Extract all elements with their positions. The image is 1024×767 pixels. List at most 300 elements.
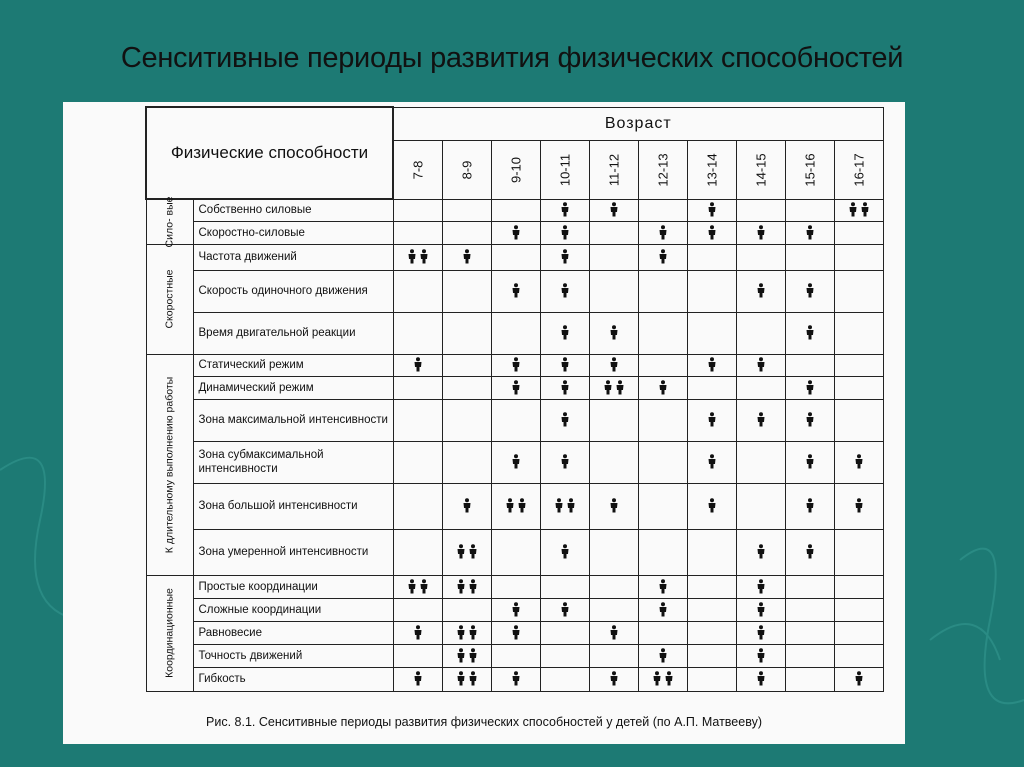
age-mark-cell [442,644,491,667]
person-icon [413,625,423,640]
age-mark-cell [589,354,638,376]
person-icon [609,625,619,640]
age-mark-cell [736,376,785,399]
age-header-cell [687,140,736,199]
person-icon [560,544,570,559]
person-icon [505,498,515,513]
ability-label: Зона максимальной интенсивности [193,399,393,441]
person-icon [805,225,815,240]
person-icon [854,671,864,686]
age-mark-cell [834,621,883,644]
age-mark-cell [540,244,589,270]
age-label: 11-12 [606,153,621,186]
age-mark-cell [589,621,638,644]
person-icon [456,625,466,640]
age-mark-cell [589,221,638,244]
age-mark-cell [785,199,834,221]
person-icon [419,579,429,594]
table-row [146,575,883,598]
age-mark-cell [589,667,638,691]
person-icon [456,544,466,559]
age-mark-cell [687,529,736,575]
age-mark-cell [638,529,687,575]
ability-label: Скорость одиночного движения [193,270,393,312]
age-mark-cell [491,644,540,667]
age-label: 14-15 [753,152,768,187]
person-icon [511,357,521,372]
age-mark-cell [736,621,785,644]
table-row [146,598,883,621]
age-mark-cell [491,221,540,244]
age-mark-cell [540,667,589,691]
age-mark-cell [687,199,736,221]
age-header-cell [491,140,540,199]
age-mark-cell [589,575,638,598]
age-mark-cell [589,483,638,529]
age-mark-cell [638,575,687,598]
person-icon [707,202,717,217]
person-icon [658,249,668,264]
age-mark-cell [491,399,540,441]
age-mark-cell [491,598,540,621]
ability-label: Динамический режим [193,376,393,399]
person-icon [658,225,668,240]
table-row [146,529,883,575]
age-mark-cell [785,221,834,244]
age-mark-cell [785,667,834,691]
age-mark-cell [393,376,442,399]
age-mark-cell [491,441,540,483]
age-header-cell [785,140,834,199]
age-mark-cell [834,244,883,270]
age-mark-cell [834,354,883,376]
age-mark-cell [393,621,442,644]
age-mark-cell [589,598,638,621]
table-row [146,244,883,270]
age-label: 10-11 [557,153,572,186]
table-row [146,270,883,312]
person-icon [560,225,570,240]
age-mark-cell [589,244,638,270]
group-label-cell [146,244,193,354]
age-mark-cell [491,483,540,529]
age-mark-cell [785,312,834,354]
ability-label: Точность движений [193,644,393,667]
table-row [146,621,883,644]
person-icon [664,671,674,686]
person-icon [560,602,570,617]
age-mark-cell [589,399,638,441]
table-row [146,354,883,376]
age-mark-cell [834,221,883,244]
age-mark-cell [736,354,785,376]
age-mark-cell [491,575,540,598]
person-icon [805,325,815,340]
age-mark-cell [638,199,687,221]
age-mark-cell [540,312,589,354]
age-mark-cell [442,270,491,312]
person-icon [805,380,815,395]
person-icon [805,454,815,469]
age-mark-cell [736,667,785,691]
person-icon [609,325,619,340]
person-icon [560,454,570,469]
age-mark-cell [687,667,736,691]
age-mark-cell [785,598,834,621]
ability-label: Частота движений [193,244,393,270]
person-icon [854,498,864,513]
age-mark-cell [589,376,638,399]
group-label: Скоростные [163,269,175,329]
age-mark-cell [393,529,442,575]
person-icon [468,544,478,559]
age-mark-cell [834,529,883,575]
age-mark-cell [540,529,589,575]
age-mark-cell [638,399,687,441]
age-mark-cell [687,354,736,376]
age-mark-cell [491,199,540,221]
age-header-cell [393,140,442,199]
age-mark-cell [491,621,540,644]
age-mark-cell [638,221,687,244]
age-mark-cell [540,483,589,529]
person-icon [603,380,613,395]
figure-scan [63,102,905,744]
age-header-cell [540,140,589,199]
slide-title: Сенситивные периоды развития физических способностей [120,42,904,74]
person-icon [462,249,472,264]
age-mark-cell [540,441,589,483]
person-icon [756,648,766,663]
age-mark-cell [736,221,785,244]
person-icon [468,625,478,640]
age-mark-cell [540,270,589,312]
age-mark-cell [687,644,736,667]
group-label: Сило- вые [163,196,175,248]
age-mark-cell [393,244,442,270]
person-icon [609,671,619,686]
age-mark-cell [589,312,638,354]
age-mark-cell [834,199,883,221]
age-mark-cell [834,575,883,598]
age-mark-cell [785,270,834,312]
age-mark-cell [393,441,442,483]
age-mark-cell [393,399,442,441]
person-icon [805,283,815,298]
age-mark-cell [393,354,442,376]
person-icon [854,454,864,469]
person-icon [511,283,521,298]
person-icon [756,671,766,686]
age-mark-cell [491,376,540,399]
age-label: 8-9 [459,160,474,179]
age-mark-cell [589,270,638,312]
age-mark-cell [687,441,736,483]
person-icon [560,325,570,340]
age-mark-cell [540,598,589,621]
person-icon [609,357,619,372]
age-mark-cell [540,399,589,441]
ability-label: Простые координации [193,575,393,598]
age-mark-cell [785,483,834,529]
person-icon [560,380,570,395]
age-mark-cell [638,483,687,529]
age-mark-cell [834,644,883,667]
age-mark-cell [393,483,442,529]
age-mark-cell [736,312,785,354]
age-header-cell [638,140,687,199]
age-mark-cell [491,312,540,354]
age-mark-cell [638,312,687,354]
age-mark-cell [442,667,491,691]
age-header-cell [589,140,638,199]
person-icon [560,249,570,264]
age-mark-cell [736,598,785,621]
age-mark-cell [393,667,442,691]
person-icon [707,225,717,240]
age-mark-cell [540,221,589,244]
person-icon [805,412,815,427]
age-mark-cell [785,529,834,575]
age-mark-cell [393,644,442,667]
person-icon [468,648,478,663]
person-icon [609,202,619,217]
age-mark-cell [736,399,785,441]
age-mark-cell [785,354,834,376]
person-icon [805,544,815,559]
person-icon [456,648,466,663]
person-icon [707,498,717,513]
age-mark-cell [785,575,834,598]
person-icon [413,671,423,686]
age-mark-cell [638,598,687,621]
age-label: 15-16 [802,152,817,187]
age-mark-cell [589,441,638,483]
age-mark-cell [736,441,785,483]
group-label-cell [146,354,193,575]
person-icon [560,357,570,372]
age-mark-cell [491,244,540,270]
age-mark-cell [540,354,589,376]
age-mark-cell [442,483,491,529]
age-mark-cell [442,312,491,354]
age-mark-cell [442,598,491,621]
person-icon [407,579,417,594]
person-icon [756,225,766,240]
person-icon [658,602,668,617]
age-mark-cell [442,621,491,644]
table-row [146,399,883,441]
age-mark-cell [540,644,589,667]
age-header-cell [442,140,491,199]
age-mark-cell [442,354,491,376]
group-label: Координационные [163,588,175,678]
person-icon [419,249,429,264]
age-mark-cell [834,312,883,354]
ability-label: Зона большой интенсивности [193,483,393,529]
age-mark-cell [442,221,491,244]
person-icon [756,357,766,372]
table-row [146,441,883,483]
person-icon [560,412,570,427]
person-icon [805,498,815,513]
age-mark-cell [638,441,687,483]
person-icon [511,671,521,686]
person-icon [707,357,717,372]
table-row [146,312,883,354]
age-label: 13-14 [704,152,719,187]
age-mark-cell [638,621,687,644]
age-mark-cell [834,376,883,399]
age-mark-cell [393,312,442,354]
age-mark-cell [834,667,883,691]
ability-label: Собственно силовые [193,199,393,221]
person-icon [462,498,472,513]
age-mark-cell [736,644,785,667]
age-mark-cell [687,621,736,644]
age-mark-cell [687,244,736,270]
ability-label: Гибкость [193,667,393,691]
ability-label: Зона субмаксимальной интенсивности [193,441,393,483]
age-label: 16-17 [851,152,866,187]
age-mark-cell [540,376,589,399]
age-mark-cell [540,575,589,598]
ability-label: Скоростно-силовые [193,221,393,244]
person-icon [756,579,766,594]
person-icon [756,625,766,640]
age-mark-cell [491,354,540,376]
person-icon [615,380,625,395]
age-mark-cell [540,199,589,221]
age-mark-cell [785,376,834,399]
age-mark-cell [736,483,785,529]
group-label: К длительному выполнению работы [163,376,175,553]
age-mark-cell [393,221,442,244]
age-mark-cell [393,199,442,221]
age-mark-cell [834,441,883,483]
person-icon [652,671,662,686]
person-icon [413,357,423,372]
age-mark-cell [638,270,687,312]
age-mark-cell [491,529,540,575]
age-mark-cell [638,644,687,667]
person-icon [511,454,521,469]
age-mark-cell [834,598,883,621]
table-row [146,667,883,691]
person-icon [554,498,564,513]
person-icon [456,579,466,594]
person-icon [517,498,527,513]
age-header-cell [834,140,883,199]
table-row [146,483,883,529]
age-mark-cell [736,270,785,312]
age-mark-cell [687,270,736,312]
figure-caption: Рис. 8.1. Сенситивные периоды развития физических способностей у детей (по А.П. Матвееву) [206,715,762,729]
age-mark-cell [491,667,540,691]
ability-label: Время двигательной реакции [193,312,393,354]
age-mark-cell [785,441,834,483]
age-mark-cell [785,621,834,644]
age-mark-cell [687,312,736,354]
person-icon [511,380,521,395]
person-icon [756,283,766,298]
age-mark-cell [736,529,785,575]
age-mark-cell [442,575,491,598]
person-icon [456,671,466,686]
person-icon [707,412,717,427]
age-mark-cell [687,376,736,399]
person-icon [566,498,576,513]
age-mark-cell [442,199,491,221]
age-mark-cell [393,270,442,312]
age-mark-cell [687,399,736,441]
person-icon [511,225,521,240]
age-mark-cell [442,529,491,575]
age-mark-cell [834,270,883,312]
age-mark-cell [834,483,883,529]
age-mark-cell [442,376,491,399]
age-mark-cell [589,529,638,575]
age-mark-cell [785,644,834,667]
age-mark-cell [687,575,736,598]
person-icon [707,454,717,469]
person-icon [658,648,668,663]
age-mark-cell [442,399,491,441]
age-mark-cell [736,244,785,270]
person-icon [756,602,766,617]
person-icon [511,625,521,640]
age-mark-cell [687,483,736,529]
age-mark-cell [638,376,687,399]
age-mark-cell [785,244,834,270]
age-mark-cell [834,399,883,441]
group-label-cell [146,575,193,691]
age-label: 7-8 [410,160,426,179]
ability-label: Равновесие [193,621,393,644]
age-mark-cell [442,441,491,483]
person-icon [468,579,478,594]
sensitive-periods-table [145,106,884,692]
age-mark-cell [638,667,687,691]
age-mark-cell [687,221,736,244]
person-icon [609,498,619,513]
header-age: Возраст [393,107,883,140]
ability-label: Сложные координации [193,598,393,621]
age-mark-cell [491,270,540,312]
table-row [146,221,883,244]
group-label-cell [146,196,193,248]
age-mark-cell [393,598,442,621]
person-icon [848,202,858,217]
person-icon [468,671,478,686]
person-icon [756,412,766,427]
person-icon [860,202,870,217]
age-mark-cell [638,244,687,270]
age-mark-cell [442,244,491,270]
person-icon [407,249,417,264]
ability-label: Зона умеренной интенсивности [193,529,393,575]
age-mark-cell [589,199,638,221]
person-icon [560,283,570,298]
table-row [146,644,883,667]
age-mark-cell [393,575,442,598]
ability-label: Статический режим [193,354,393,376]
table-row [146,199,883,221]
person-icon [756,544,766,559]
person-icon [511,602,521,617]
person-icon [560,202,570,217]
age-mark-cell [540,621,589,644]
